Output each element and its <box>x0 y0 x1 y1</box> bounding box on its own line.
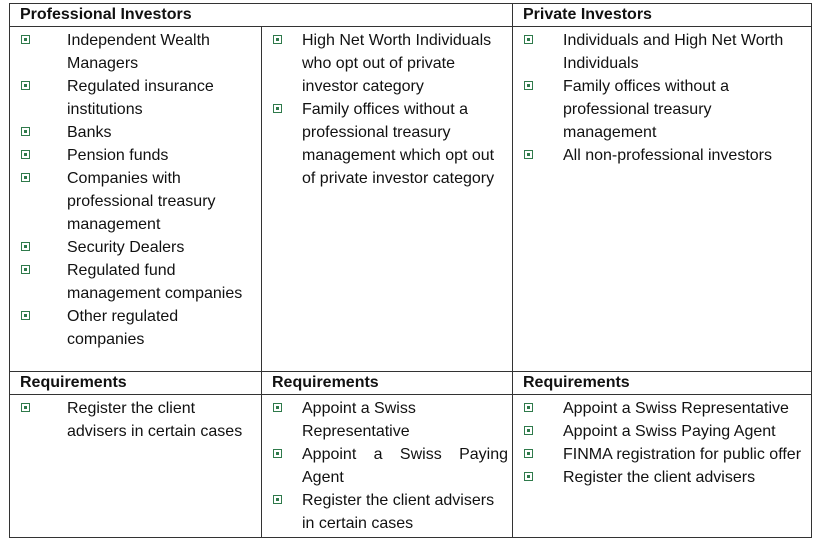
professional-list <box>10 29 257 351</box>
professional-investors-header: Professional Investors <box>10 4 513 27</box>
private-list <box>513 29 807 167</box>
list-item: Register the client advisers in certain cases <box>262 489 508 535</box>
investor-types-row <box>10 27 812 372</box>
square-bullet-icon <box>524 472 533 481</box>
list-item: FINMA registration for public offer <box>513 443 807 466</box>
requirements-row <box>10 395 812 538</box>
square-bullet-icon <box>524 81 533 90</box>
square-bullet-icon <box>21 81 30 90</box>
square-bullet-icon <box>21 127 30 136</box>
professional-optout-cell <box>262 27 513 372</box>
requirements-cell-2 <box>262 395 513 538</box>
square-bullet-icon <box>524 426 533 435</box>
square-bullet-icon <box>21 242 30 251</box>
square-bullet-icon <box>524 35 533 44</box>
list-item: All non-professional investors <box>513 144 807 167</box>
list-item: Companies with professional treasury management <box>10 167 257 236</box>
professional-optout-list <box>262 29 508 190</box>
square-bullet-icon <box>273 104 282 113</box>
requirements-header-1: Requirements <box>10 372 262 395</box>
list-item: Individuals and High Net Worth Individuals <box>513 29 807 75</box>
requirements-header-3: Requirements <box>513 372 812 395</box>
requirements-list-3 <box>513 397 807 489</box>
square-bullet-icon <box>21 35 30 44</box>
list-item: Family offices without a professional treasury management <box>513 75 807 144</box>
requirements-cell-3 <box>513 395 812 538</box>
square-bullet-icon <box>21 311 30 320</box>
list-item: Regulated insurance institutions <box>10 75 257 121</box>
list-item: Register the client advisers <box>513 466 807 489</box>
list-item: Independent Wealth Managers <box>10 29 257 75</box>
square-bullet-icon <box>273 35 282 44</box>
requirements-cell-1 <box>10 395 262 538</box>
square-bullet-icon <box>524 150 533 159</box>
list-item: Register the client advisers in certain cases <box>10 397 257 443</box>
list-item: Regulated fund management companies <box>10 259 257 305</box>
investor-classification-table <box>9 3 812 538</box>
list-item: Security Dealers <box>10 236 257 259</box>
list-item: Appoint a Swiss Paying Agent <box>513 420 807 443</box>
header-row <box>10 4 812 27</box>
square-bullet-icon <box>21 173 30 182</box>
square-bullet-icon <box>21 150 30 159</box>
square-bullet-icon <box>21 403 30 412</box>
square-bullet-icon <box>524 449 533 458</box>
list-item: Appoint a Swiss Paying Agent <box>262 443 508 489</box>
square-bullet-icon <box>524 403 533 412</box>
private-investors-header: Private Investors <box>513 4 812 27</box>
square-bullet-icon <box>273 495 282 504</box>
list-item: Family offices without a professional treasury management which opt out of private investor category <box>262 98 508 190</box>
square-bullet-icon <box>273 449 282 458</box>
private-list-cell <box>513 27 812 372</box>
square-bullet-icon <box>21 265 30 274</box>
list-item: Appoint a Swiss Representative <box>262 397 508 443</box>
list-item: Banks <box>10 121 257 144</box>
square-bullet-icon <box>273 403 282 412</box>
requirements-list-1 <box>10 397 257 443</box>
requirements-header-2: Requirements <box>262 372 513 395</box>
professional-list-cell <box>10 27 262 372</box>
requirements-list-2 <box>262 397 508 535</box>
list-item: High Net Worth Individuals who opt out of private investor category <box>262 29 508 98</box>
list-item: Pension funds <box>10 144 257 167</box>
list-item: Appoint a Swiss Representative <box>513 397 807 420</box>
requirements-header-row <box>10 372 812 395</box>
list-item: Other regulated companies <box>10 305 257 351</box>
